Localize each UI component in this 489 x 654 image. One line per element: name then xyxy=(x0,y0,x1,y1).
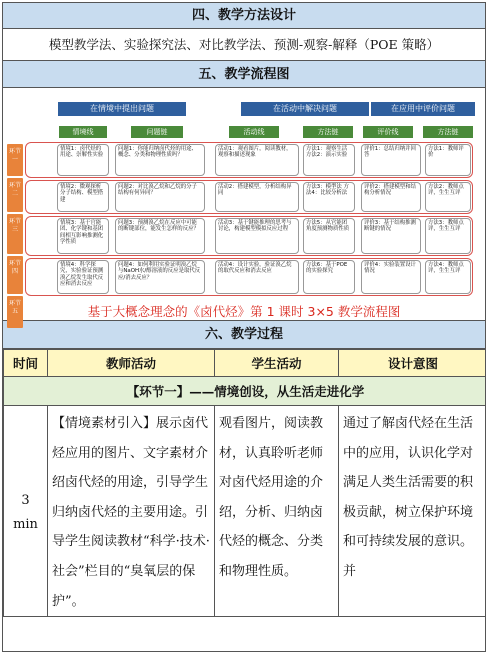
segment-row xyxy=(4,377,487,406)
step-label-1: 环节一 xyxy=(7,144,23,176)
time-cell: 3 min xyxy=(4,406,48,617)
process-table xyxy=(3,349,486,617)
evaluation-cell-1: 评价1：总结归纳并回答 xyxy=(361,144,421,176)
evaluation-cell-4: 评价4：实验装置设计情况 xyxy=(361,260,421,294)
section4-methods: 模型教学法、实验探究法、对比教学法、预测-观察-解释（POE 策略） xyxy=(3,29,485,61)
flowchart-caption: 基于大概念理念的《卤代烃》第 1 课时 3×5 教学流程图 xyxy=(87,304,401,319)
stage-bar-2: 在活动中解决问题 xyxy=(241,102,369,116)
col-header-intent: 设计意图 xyxy=(339,350,487,377)
step-label-5: 环节五 xyxy=(7,296,23,328)
eval-method-cell-4: 方法4：教师点评，生生互评 xyxy=(425,260,471,294)
question-cell-1: 问题1：你能归纳卤代烃的用途、概念、分类和物理性质吗？ xyxy=(115,144,205,176)
evaluation-cell-3: 评价3：基于结构推测断键的情况 xyxy=(361,218,421,254)
segment-title: 【环节一】——情境创设，从生活走进化学 xyxy=(4,377,487,406)
line-tag-6: 方法链 xyxy=(423,126,473,138)
step-label-2: 环节二 xyxy=(7,178,23,212)
situation-cell-3: 情境3：基于官能团、化学键和基团间相互影响推测化学性质 xyxy=(57,218,109,254)
student-activity-cell: 观看图片，阅读教材，认真聆听老师对卤代烃用途的介绍，分析、归纳卤代烃的概念、分类和物理性质。 xyxy=(215,406,339,617)
situation-cell-1: 情境1：卤代烃的用途、崇解性实验 xyxy=(57,144,109,176)
table-row xyxy=(4,406,487,617)
stage-bar-1: 在情境中提出问题 xyxy=(58,102,186,116)
section5-title: 五、教学流程图 xyxy=(3,61,485,88)
eval-method-cell-1: 方法1：教师评价 xyxy=(425,144,471,176)
question-cell-4: 问题4：如何利用实验证明溴乙烷与NaOH水/醇溶液的反应是取代反应/消去反应？ xyxy=(115,260,205,294)
col-header-teacher: 教师活动 xyxy=(48,350,215,377)
question-cell-3: 问题3：预测溴乙烷在反应中可能的断键部位，能发生怎样的反应？ xyxy=(115,218,205,254)
stage-bar-3: 在应用中评价问题 xyxy=(371,102,475,116)
activity-cell-4: 活动4：设计实验，验证溴乙烷的取代反应和消去反应 xyxy=(215,260,299,294)
teacher-activity-cell: 【情境素材引入】展示卤代烃应用的图片、文字素材介绍卤代烃的用途，引导学生归纳卤代烃的主要用途。引导学生阅读教材“科学·技术·社会”栏目的“臭氧层的保护”。 xyxy=(48,406,215,617)
lesson-plan-page xyxy=(2,2,486,652)
design-intent-cell: 通过了解卤代烃在生活中的应用，认识化学对满足人类生活需要的积极贡献，树立保护环境和可持续发展的意识。并 xyxy=(339,406,487,617)
evaluation-cell-2: 评价2：搭建模型和结构分析情况 xyxy=(361,182,421,212)
line-tag-3: 活动线 xyxy=(229,126,279,138)
line-tag-1: 情境线 xyxy=(59,126,107,138)
activity-cell-1: 活动1：观看图片，阅读教材，观察和描述现象 xyxy=(215,144,299,176)
question-cell-2: 问题2：对比溴乙烷和乙烷的分子结构有何异同？ xyxy=(115,182,205,212)
section4-title: 四、教学方法设计 xyxy=(3,3,485,29)
activity-cell-3: 活动3：基于键能推理的思考与讨论，构建模型模拟反应过程 xyxy=(215,218,299,254)
line-tag-4: 方法链 xyxy=(303,126,353,138)
flowchart xyxy=(3,88,485,321)
method-cell-4: 方法6：基于POE的实验探究 xyxy=(303,260,355,294)
step-label-3: 环节三 xyxy=(7,214,23,254)
line-tag-5: 评价线 xyxy=(363,126,413,138)
line-tag-2: 问题链 xyxy=(131,126,183,138)
situation-cell-2: 情境2：微观探析分子结构、模型搭建 xyxy=(57,182,109,212)
section6-title: 六、教学过程 xyxy=(3,321,485,349)
table-header-row xyxy=(4,350,487,377)
situation-cell-4: 情境4：科学探究，实验验证预测溴乙烷发生取代反应和消去反应 xyxy=(57,260,109,294)
eval-method-cell-3: 方法3：教师点评，生生互评 xyxy=(425,218,471,254)
method-cell-3: 方法5：从官能团角度预测物质性质 xyxy=(303,218,355,254)
eval-method-cell-2: 方法2：教师点评，生生互评 xyxy=(425,182,471,212)
method-cell-1: 方法1：观察生活 方法2：演示实验 xyxy=(303,144,355,176)
activity-cell-2: 活动2：搭建模型，分析结构异同 xyxy=(215,182,299,212)
col-header-time: 时间 xyxy=(4,350,48,377)
method-cell-2: 方法3：模型法 方法4：比较分析法 xyxy=(303,182,355,212)
col-header-student: 学生活动 xyxy=(215,350,339,377)
step-label-4: 环节四 xyxy=(7,256,23,294)
